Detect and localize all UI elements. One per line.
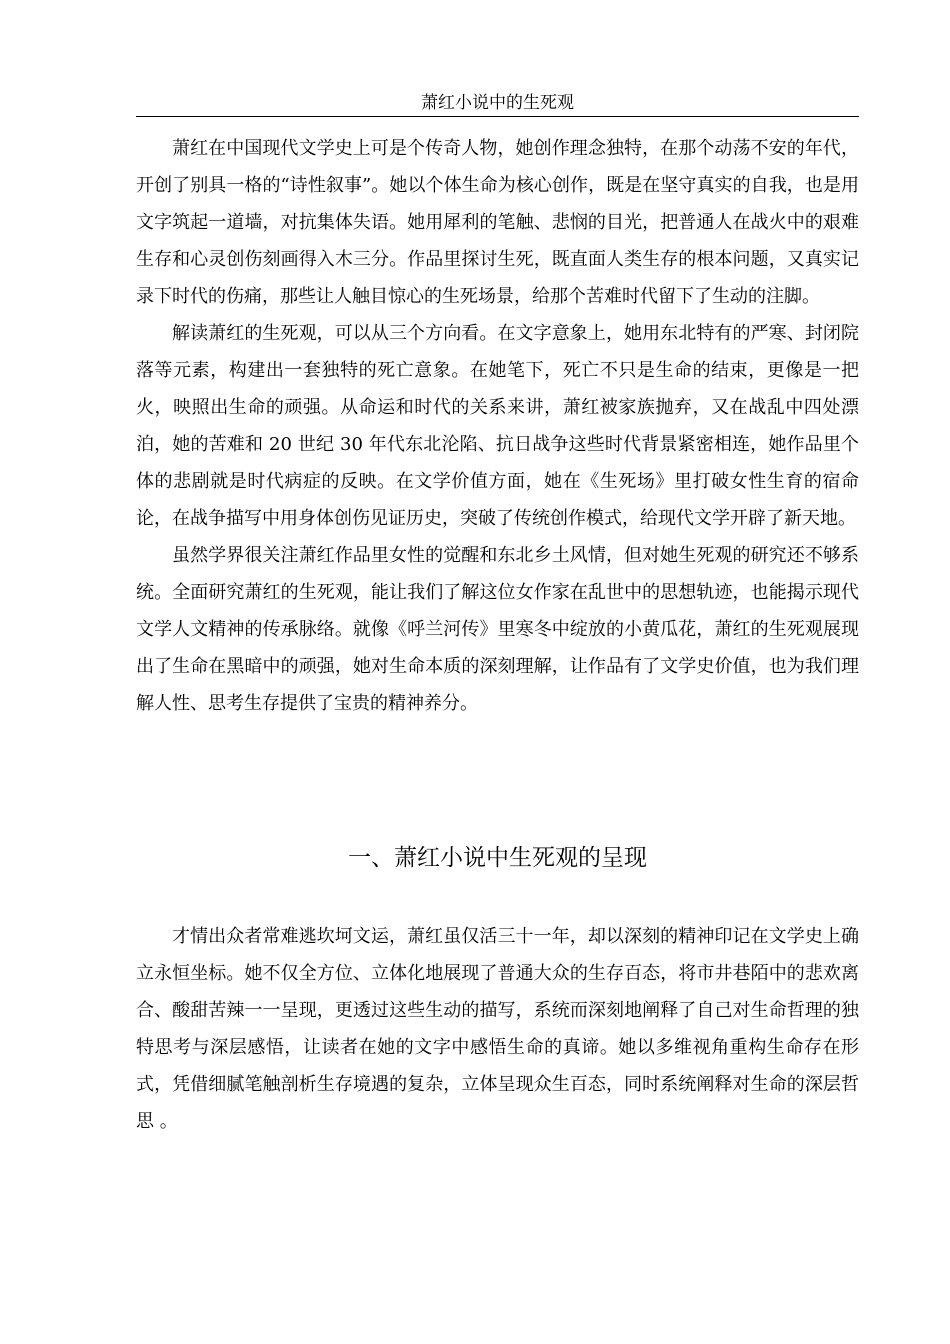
intro-paragraph-3: 虽然学界很关注萧红作品里女性的觉醒和东北乡土风情，但对她生死观的研究还不够系统。全面研究萧红的生死观，能让我们了解这位女作家在乱世中的思想轨迹，也能揭示现代文学人文精神的传承脉络。就像《呼兰河传》里寒冬中绽放的小黄瓜花，萧红的生死观展现出了生命在黑暗中的顽强，她对生命本质的深刻理解，让作品有了文学史价值，也为我们理解人性、思考生存提供了宝贵的精神养分。 — [136, 545, 859, 714]
intro-paragraph-2: 解读萧红的生死观，可以从三个方向看。在文字意象上，她用东北特有的严寒、封闭院落等元素，构建出一套独特的死亡意象。在她笔下，死亡不只是生命的结束，更像是一把火，映照出生命的顽强。从命运和时代的关系来讲，萧红被家族抛弃，又在战乱中四处漂泊，她的苦难和 20 世纪 30 年代东北沦陷、抗日战争这些时代背景紧密相连，她作品里个体的悲剧就是时代病症的反映。在文学价值方面，她在《生死场》里打破女性生育的宿命论，在战争描写中用身体创伤见证历史，突破了传统创作模式，给现代文学开辟了新天地。 — [136, 323, 859, 529]
page-header: 萧红小说中的生死观 — [421, 93, 574, 113]
header-rule — [136, 116, 859, 117]
section-text-block — [136, 918, 859, 1140]
section-paragraph-1: 才情出众者常难逃坎坷文运，萧红虽仅活三十一年，却以深刻的精神印记在文学史上确立永恒坐标。她不仅全方位、立体化地展现了普通大众的生存百态，将市井巷陌中的悲欢离合、酸甜苦辣一一呈现，更透过这些生动的描写，系统而深刻地阐释了自己对生命哲理的独特思考与深层感悟，让读者在她的文字中感悟生命的真谛。她以多维视角重构生命存在形式，凭借细腻笔触剖析生存境遇的复杂，立体呈现众生百态，同时系统阐释对生命的深层哲思 。 — [136, 926, 859, 1132]
section-heading: 一、萧红小说中生死观的呈现 — [348, 845, 647, 871]
intro-text-block — [136, 130, 859, 722]
intro-paragraph-1: 萧红在中国现代文学史上可是个传奇人物，她创作理念独特，在那个动荡不安的年代，开创了别具一格的“诗性叙事”。她以个体生命为核心创作，既是在坚守真实的自我，也是用文字筑起一道墙，对抗集体失语。她用犀利的笔触、悲悯的目光，把普通人在战火中的艰难生存和心灵创伤刻画得入木三分。作品里探讨生死，既直面人类生存的根本问题，又真实记录下时代的伤痛，那些让人触目惊心的生死场景，给那个苦难时代留下了生动的注脚。 — [136, 138, 859, 307]
